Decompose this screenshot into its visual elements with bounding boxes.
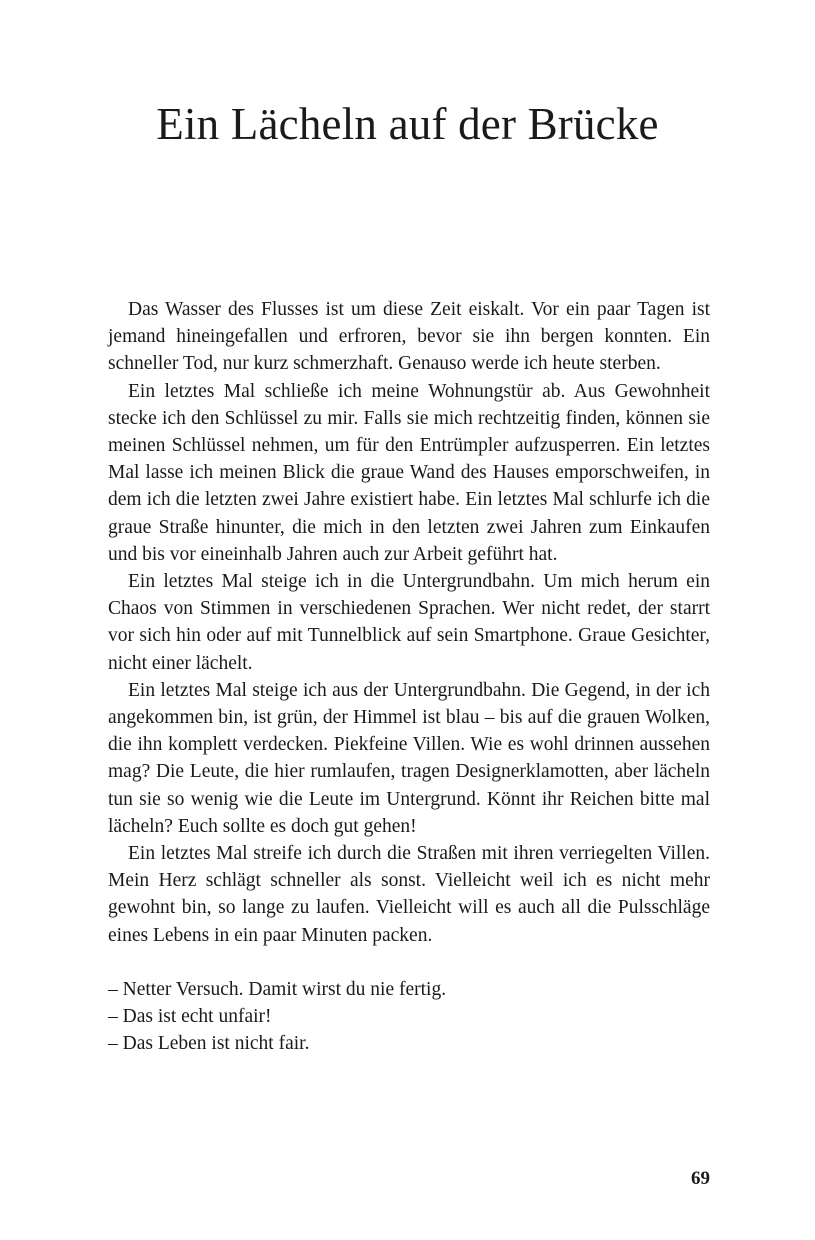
chapter-title: Ein Lächeln auf der Brücke [156,99,659,149]
paragraph: Das Wasser des Flusses ist um diese Zeit eiskalt. Vor ein paar Tagen ist jemand hineingefallen und erfroren, bevor sie ihn bergen konnten. Ein schneller Tod, nur kurz schmerzhaft. Genauso werde ich heute sterben. [108,299,710,375]
paragraph: Ein letztes Mal schließe ich meine Wohnungstür ab. Aus Gewohnheit stecke ich den Schlüssel zu mir. Falls sie mich rechtzeitig finden, können sie meinen Schlüssel nehmen, um für den Entrümpler aufzusperren. Ein letztes Mal lasse ich meinen Blick die graue Wand des Hauses emporschweifen, in dem ich die letzten zwei Jahre existiert habe. Ein letztes Mal schlurfe ich die graue Straße hinunter, die mich in den letzten zwei Jahren zum Einkaufen und bis vor eineinhalb Jahren auch zur Arbeit geführt hat. [108,380,710,565]
dialogue-line: – Netter Versuch. Damit wirst du nie fertig. [108,978,447,1000]
paragraph: Ein letztes Mal steige ich aus der Untergrundbahn. Die Gegend, in der ich angekommen bin, ist grün, der Himmel ist blau – bis auf die grauen Wolken, die ihn komplett verdecken. Piekfeine Villen. Wie es wohl drinnen aussehen mag? Die Leute, die hier rumlaufen, tragen Designerklamotten, aber lächeln tun sie so wenig wie die Leute im Untergrund. Könnt ihr Reichen bitte mal lächeln? Euch sollte es doch gut gehen! [108,679,710,837]
paragraph: Ein letztes Mal streife ich durch die Straßen mit ihren verriegelten Villen. Mein Herz schlägt schneller als sonst. Vielleicht weil ich es nicht mehr gewohnt bin, so lange zu laufen. Vielleicht will es auch all die Pulsschläge eines Lebens in ein paar Minuten packen. [108,843,710,946]
chapter-body [108,296,710,1057]
paragraph: Ein letztes Mal steige ich in die Untergrundbahn. Um mich herum ein Chaos von Stimmen in verschiedenen Sprachen. Wer nicht redet, der starrt vor sich hin oder auf mit Tunnelblick auf sein Smartphone. Graue Gesichter, nicht einer lächelt. [108,571,710,674]
dialogue-line: – Das Leben ist nicht fair. [108,1033,310,1055]
page-number: 69 [691,1168,710,1189]
dialogue-block [108,976,710,1058]
dialogue-line: – Das ist echt unfair! [108,1006,272,1028]
